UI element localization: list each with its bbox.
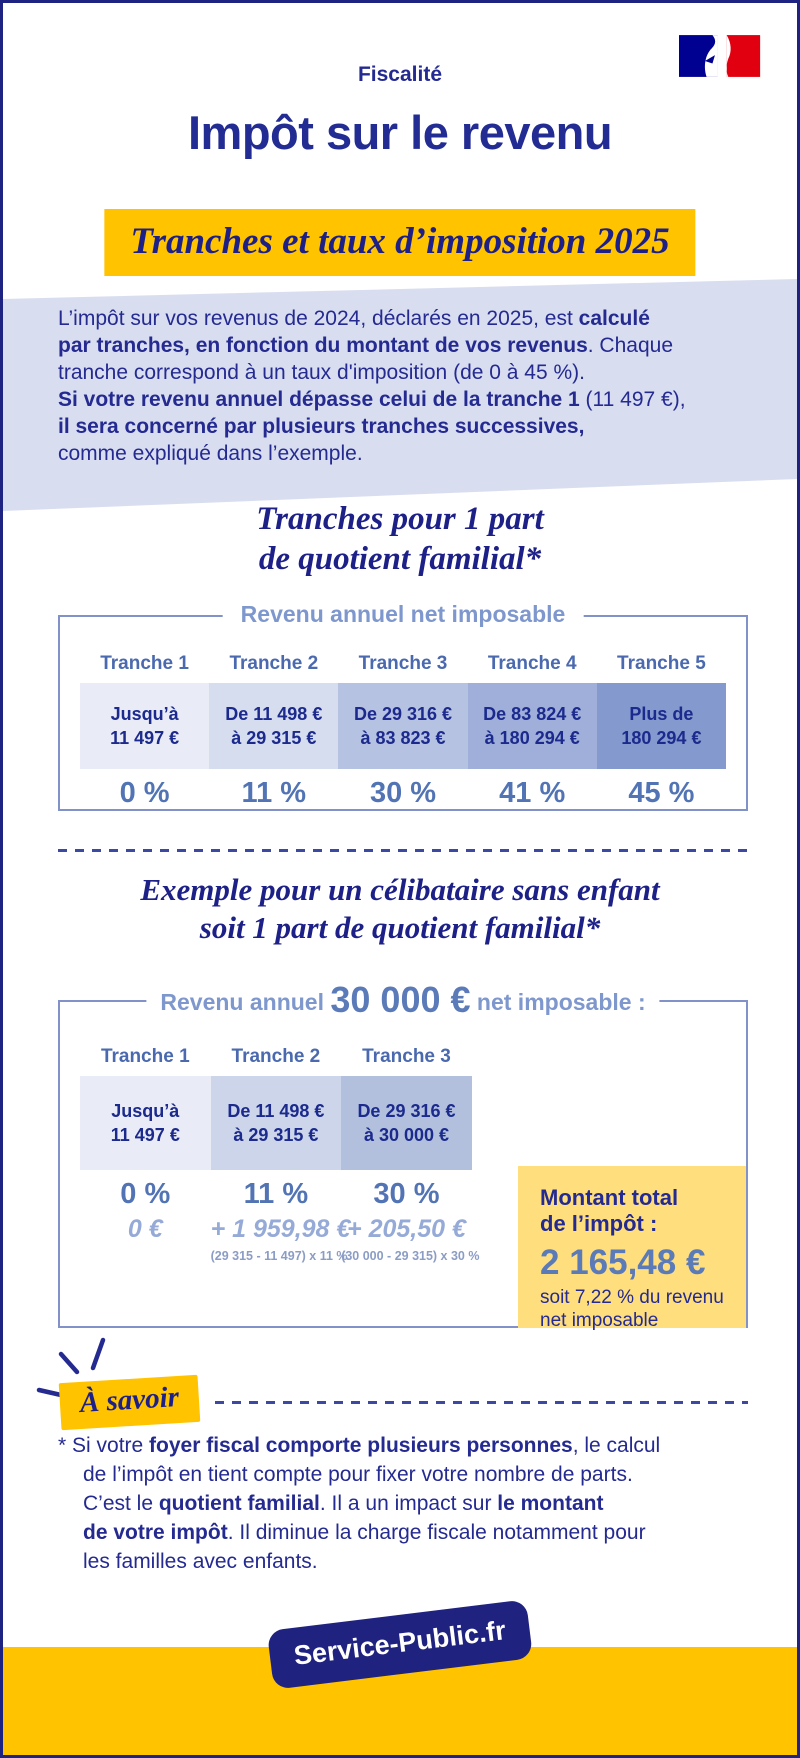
tranche-column: Tranche 1 Jusqu’à 11 497 € 0 % — [80, 653, 209, 810]
footnote-line: de votre impôt. Il diminue la charge fiscale notamment pour — [83, 1521, 646, 1544]
tranche-rate: 11 % — [243, 1178, 309, 1210]
tranche-calc: + 1 959,98 € — [210, 1215, 351, 1243]
tranche-rate: 45 % — [628, 777, 695, 809]
a-savoir-badge: À savoir — [59, 1375, 201, 1430]
tranche-column: Tranche 3 De 29 316 € à 30 000 € 30 % + 205,50 € (30 000 - 29 315) x 30 % — [341, 1046, 480, 1263]
page-title: Impôt sur le revenu — [187, 106, 613, 159]
tranches-table — [58, 601, 748, 811]
total-tax-amount: 2 165,48 € — [540, 1243, 706, 1282]
tranche-rate: 11 % — [241, 777, 307, 809]
table2-caption: Revenu annuel 30 000 € net imposable : — [146, 978, 659, 1024]
example-table — [58, 979, 748, 1331]
intro-line: comme expliqué dans l’exemple. — [58, 442, 363, 465]
tranche-range-cell: De 29 316 € à 30 000 € — [341, 1076, 472, 1170]
table1-columns — [80, 653, 726, 810]
tranche-rate: 30 % — [369, 777, 437, 809]
intro-line: Si votre revenu annuel dépasse celui de la tranche 1 (11 497 €), — [58, 388, 686, 411]
footnote-line: C’est le quotient familial. Il a un impact sur le montant — [83, 1492, 604, 1515]
service-public-logo: Service-Public.fr — [267, 1599, 533, 1689]
tranche-range-cell: De 11 498 € à 29 315 € — [211, 1076, 342, 1170]
dashed-divider — [215, 1401, 748, 1404]
tranche-range-cell: De 29 316 € à 83 823 € — [338, 683, 467, 769]
tranche-formula: (29 315 - 11 497) x 11 % — [210, 1249, 348, 1263]
tranche-column: Tranche 1 Jusqu’à 11 497 € 0 % 0 € — [80, 1046, 211, 1263]
table1-caption: Revenu annuel net imposable — [223, 601, 584, 628]
total-tax-note: soit 7,22 % du revenu net imposable — [540, 1287, 724, 1331]
tranche-range-cell: De 11 498 € à 29 315 € — [209, 683, 338, 769]
intro-paragraph — [58, 305, 748, 467]
tranche-range-cell: De 83 824 € à 180 294 € — [468, 683, 597, 769]
section1-title: Tranches pour 1 part de quotient familial* — [256, 501, 544, 577]
intro-line: il sera concerné par plusieurs tranches successives, — [58, 415, 585, 438]
footnote-line: * Si votre foyer fiscal comporte plusieurs personnes, le calcul — [58, 1434, 661, 1457]
intro-line: L’impôt sur vos revenus de 2024, déclarés en 2025, est calculé — [58, 307, 650, 330]
tranche-column: Tranche 4 De 83 824 € à 180 294 € 41 % — [468, 653, 597, 810]
tranche-column: Tranche 5 Plus de 180 294 € 45 % — [597, 653, 726, 810]
tranche-column: Tranche 2 De 11 498 € à 29 315 € 11 % + 1 959,98 € (29 315 - 11 497) x 11 % — [210, 1046, 351, 1263]
tranche-range-cell: Jusqu’à 11 497 € — [80, 683, 209, 769]
table2-columns — [80, 1046, 480, 1263]
footnote-line: les familles avec enfants. — [83, 1550, 318, 1573]
tranche-rate: 30 % — [373, 1178, 440, 1210]
tranche-range-cell: Plus de 180 294 € — [597, 683, 726, 769]
intro-line: tranche correspond à un taux d'imposition (de 0 à 45 %). — [58, 361, 585, 384]
tranche-rate: 0 % — [119, 777, 170, 809]
tranche-formula: (30 000 - 29 315) x 30 % — [341, 1249, 480, 1263]
intro-line: par tranches, en fonction du montant de vos revenus. Chaque — [58, 334, 673, 357]
subtitle-highlight: Tranches et taux d’imposition 2025 — [104, 209, 695, 276]
category-label: Fiscalité — [357, 63, 443, 86]
footnote-line: de l’impôt en tient compte pour fixer votre nombre de parts. — [83, 1463, 633, 1486]
revenue-amount: 30 000 € — [330, 979, 471, 1020]
tranche-rate: 41 % — [499, 777, 566, 809]
tranche-range-cell: Jusqu’à 11 497 € — [80, 1076, 211, 1170]
footnote-paragraph — [58, 1431, 748, 1576]
tranche-column: Tranche 2 De 11 498 € à 29 315 € 11 % — [209, 653, 338, 810]
tranche-column: Tranche 3 De 29 316 € à 83 823 € 30 % — [338, 653, 467, 810]
tranche-rate: 0 % — [120, 1178, 171, 1210]
tranche-calc: 0 € — [127, 1215, 163, 1243]
dashed-divider — [58, 849, 748, 852]
total-tax-box — [518, 1166, 746, 1331]
tranche-calc: + 205,50 € — [347, 1215, 466, 1243]
total-tax-label: Montant total de l’impôt : — [540, 1185, 679, 1236]
section2-title: Exemple pour un célibataire sans enfant soit 1 part de quotient familial* — [140, 872, 660, 945]
